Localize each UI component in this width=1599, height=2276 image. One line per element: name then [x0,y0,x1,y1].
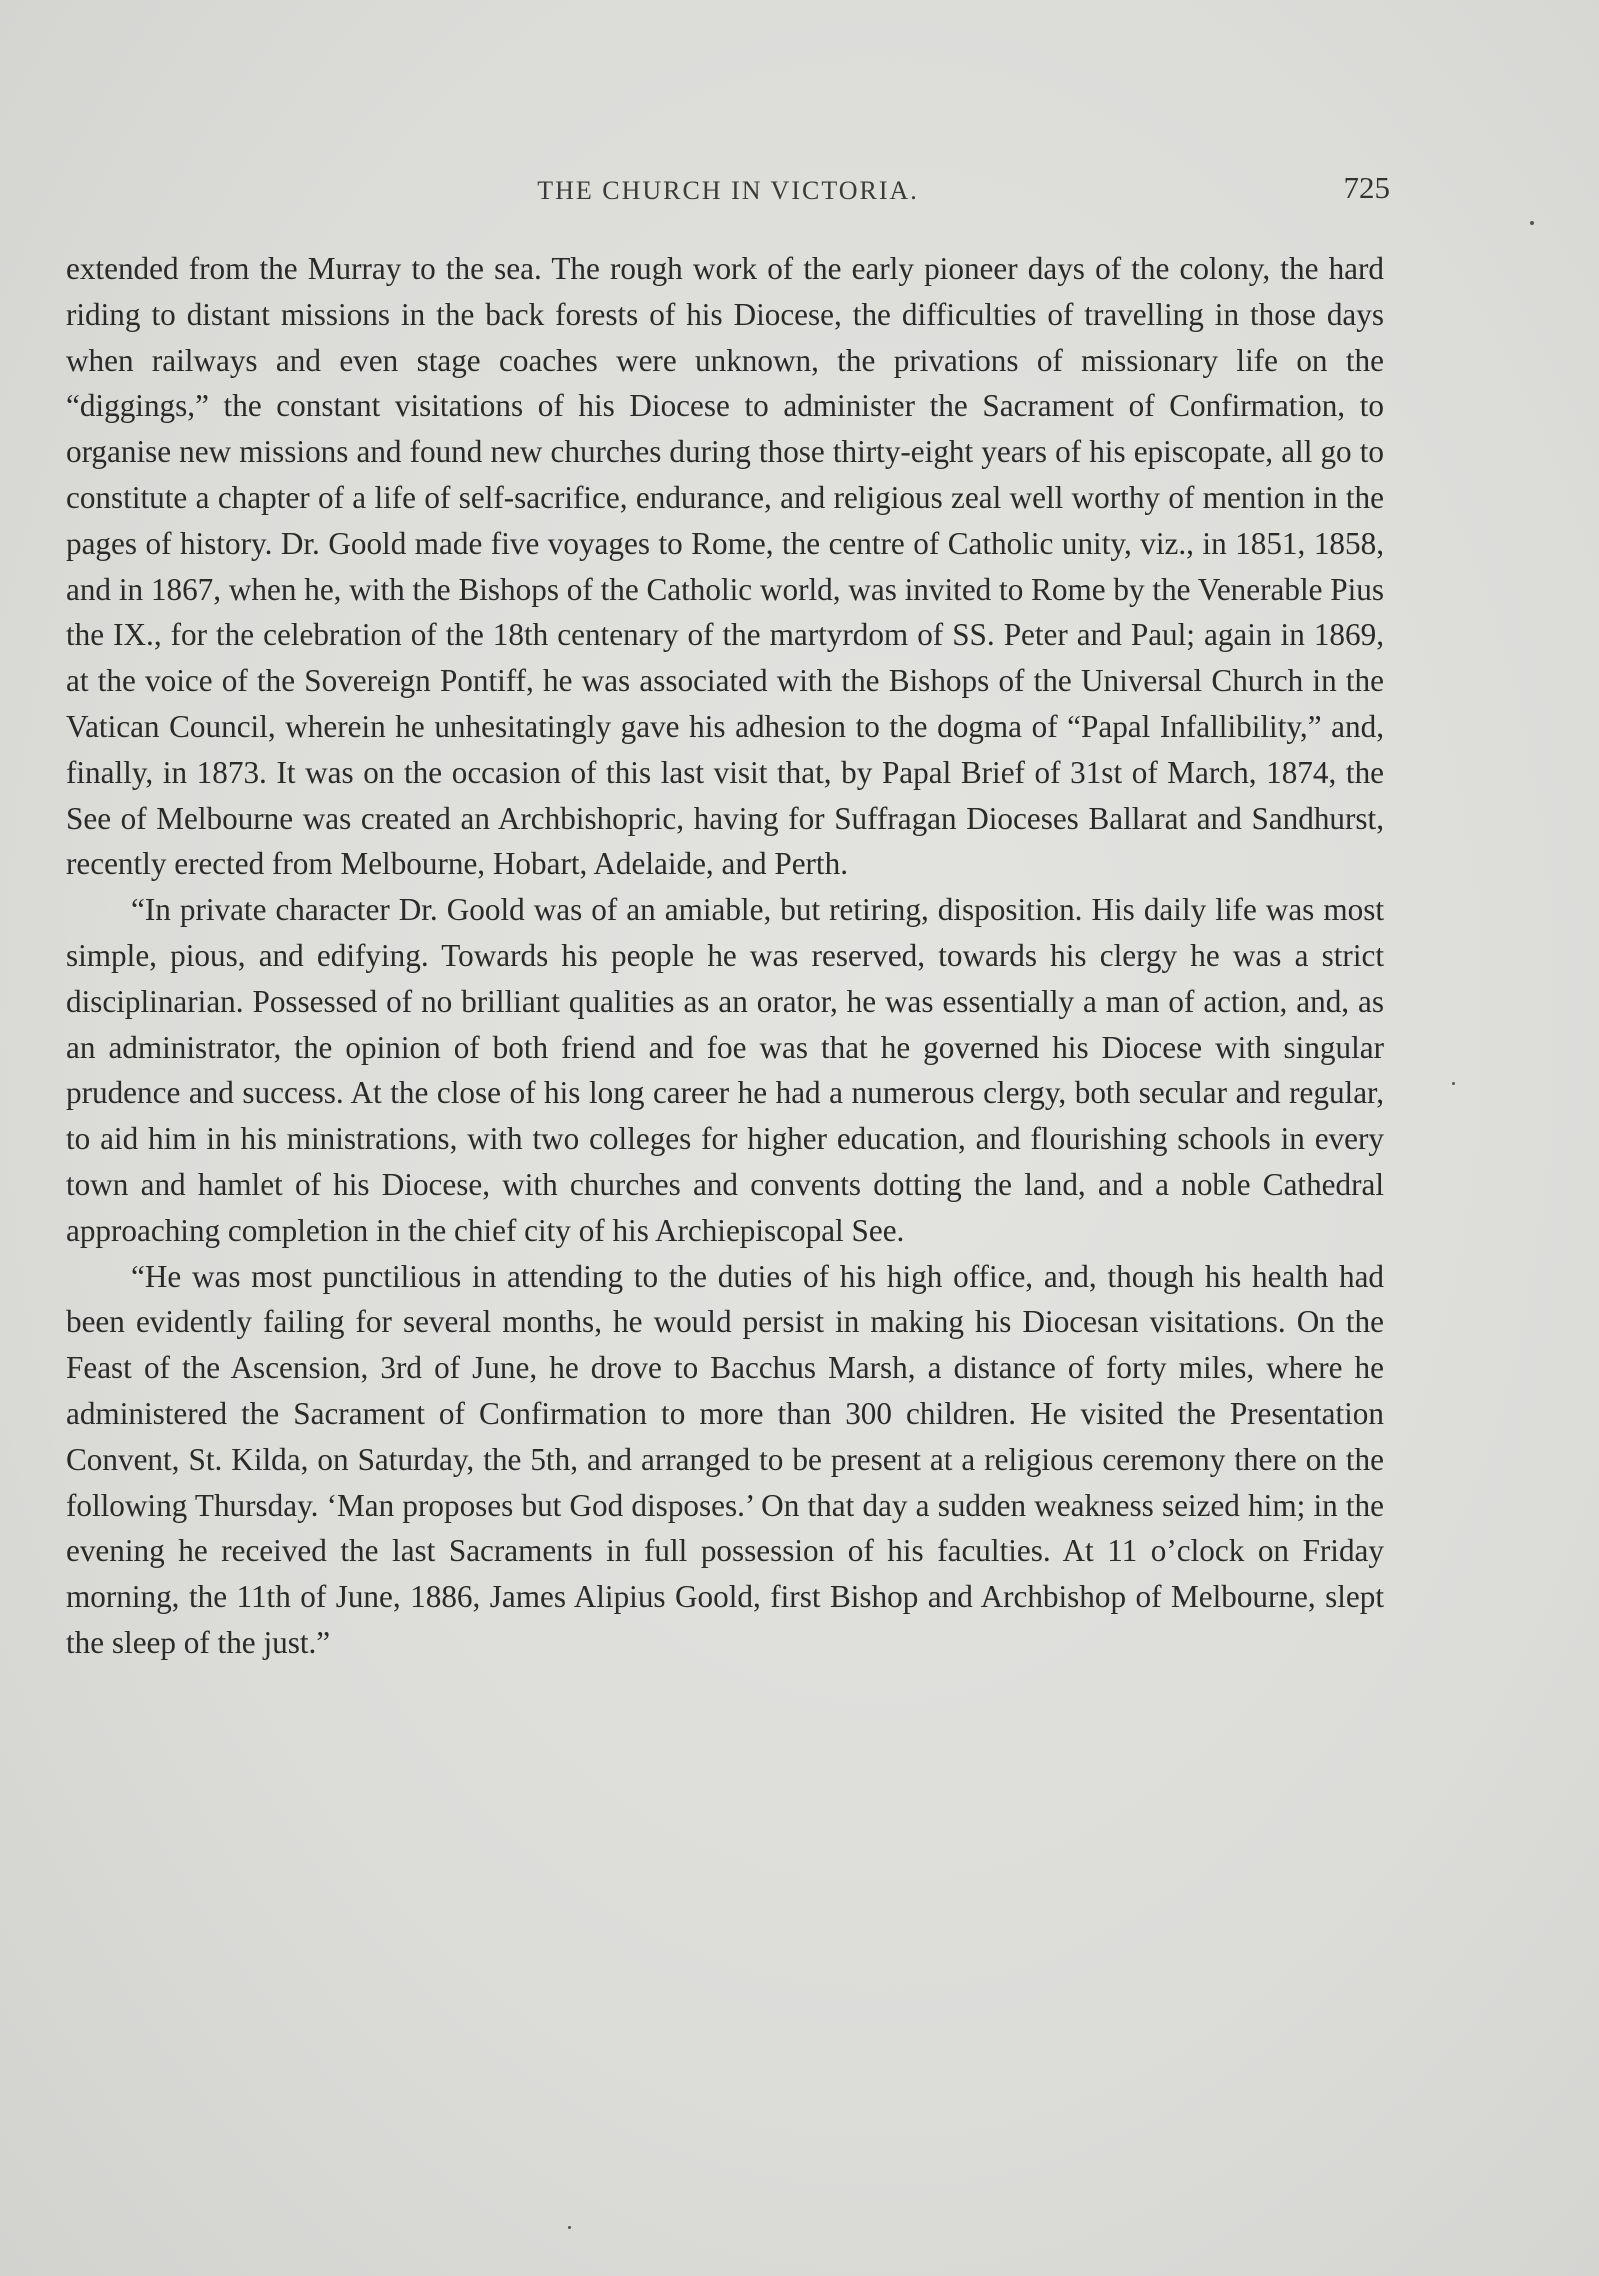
paper-speck [1530,221,1534,225]
paragraph-3: “He was most punctilious in attending to the duties of his high office, and, though his health had been evidently failing for several months, he would persist in making his Diocesan visitations. On the Feast of the Ascension, 3rd of June, he drove to Bacchus Marsh, a distance of forty miles, where he administered the Sacrament of Confirmation to more than 300 children. He visited the Presentation Convent, St. Kilda, on Saturday, the 5th, and arranged to be present at a religious ceremony there on the following Thursday. ‘Man proposes but God disposes.’ On that day a sudden weakness seized him; in the evening he received the last Sacraments in full possession of his faculties. At 11 o’clock on Friday morning, the 11th of June, 1886, James Alipius Goold, first Bishop and Archbishop of Melbourne, slept the sleep of the just.” [66,1258,1384,1660]
running-title: THE CHURCH IN VICTORIA. [537,176,919,205]
page-number: 725 [1343,170,1390,205]
body-text [66,246,1384,1666]
paper-speck [568,2226,571,2229]
paragraph-1: extended from the Murray to the sea. The rough work of the early pioneer days of the colony, the hard riding to distant missions in the back forests of his Diocese, the difficulties of travelling in those days when railways and even stage coaches were unknown, the privations of missionary life on the “diggings,” the constant visitations of his Diocese to administer the Sacrament of Confirmation, to organise new missions and found new churches during those thirty-eight years of his episcopate, all go to constitute a chapter of a life of self-sacrifice, endurance, and religious zeal well worthy of mention in the pages of history. Dr. Goold made five voyages to Rome, the centre of Catholic unity, viz., in 1851, 1858, and in 1867, when he, with the Bishops of the Catholic world, was invited to Rome by the Venerable Pius the IX., for the celebration of the 18th centenary of the martyrdom of SS. Peter and Paul; again in 1869, at the voice of the Sovereign Pontiff, he was associated with the Bishops of the Universal Church in the Vatican Council, wherein he unhesitatingly gave his adhesion to the dogma of “Papal Infallibility,” and, finally, in 1873. It was on the occasion of this last visit that, by Papal Brief of 31st of March, 1874, the See of Melbourne was created an Archbishopric, having for Suffragan Dioceses Ballarat and Sandhurst, recently erected from Melbourne, Hobart, Adelaide, and Perth. [66,251,1384,882]
paper-speck [1452,1082,1455,1085]
running-head [66,170,1390,210]
paragraph-2: “In private character Dr. Goold was of an amiable, but retiring, disposition. His daily life was most simple, pious, and edifying. Towards his people he was reserved, towards his clergy he was a strict disciplinarian. Possessed of no brilliant qualities as an orator, he was essentially a man of action, and, as an administrator, the opinion of both friend and foe was that he governed his Diocese with singular prudence and success. At the close of his long career he had a numerous clergy, both secular and regular, to aid him in his ministrations, with two colleges for higher education, and flourishing schools in every town and hamlet of his Diocese, with churches and convents dotting the land, and a noble Cathedral approaching completion in the chief city of his Archiepiscopal See. [66,892,1384,1248]
